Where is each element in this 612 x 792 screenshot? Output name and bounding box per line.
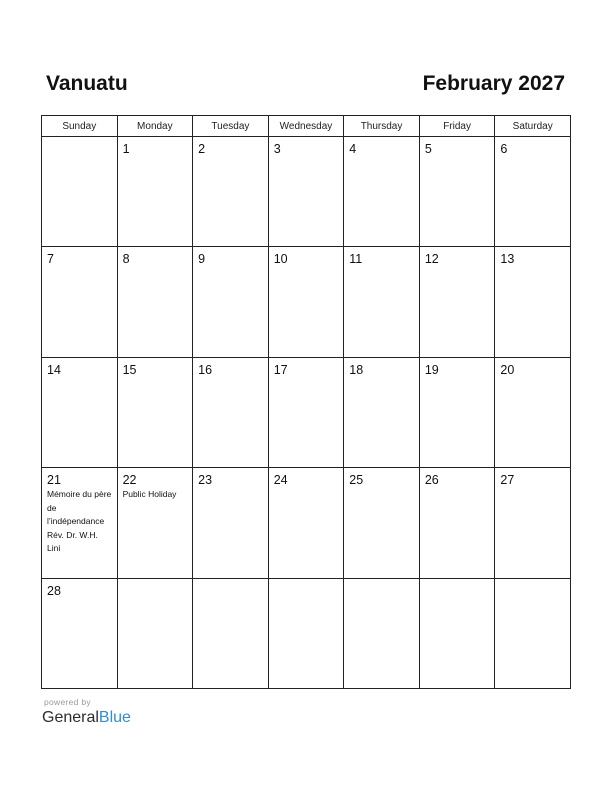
day-number: 11 — [349, 252, 363, 267]
weekday-wednesday: Wednesday — [268, 116, 344, 137]
weekday-saturday: Saturday — [495, 116, 571, 137]
powered-by-text: powered by — [44, 697, 91, 707]
day-number: 8 — [122, 252, 130, 267]
day-cell — [419, 137, 495, 247]
day-number: 23 — [198, 473, 213, 488]
day-cell — [42, 137, 118, 247]
day-cell — [268, 137, 344, 247]
day-number: 3 — [273, 142, 281, 156]
day-cell — [495, 247, 571, 357]
day-number: 6 — [500, 142, 508, 156]
day-cell — [268, 357, 344, 467]
day-cell — [495, 468, 571, 578]
day-cell — [495, 137, 571, 247]
day-cell — [117, 578, 193, 688]
day-cell — [42, 247, 118, 357]
week-row — [42, 357, 571, 467]
day-cell — [42, 578, 118, 688]
day-cell — [193, 357, 269, 467]
day-cell — [117, 137, 193, 247]
day-number: 4 — [349, 142, 357, 156]
footer-branding — [42, 697, 131, 728]
day-number: 10 — [273, 252, 288, 267]
weekday-friday: Friday — [419, 116, 495, 137]
day-cell — [117, 468, 193, 578]
day-number: 12 — [424, 252, 439, 267]
day-number: 1 — [122, 142, 130, 156]
day-cell — [344, 137, 420, 247]
day-cell — [193, 468, 269, 578]
week-row — [42, 578, 571, 688]
day-cell — [42, 357, 118, 467]
day-number: 25 — [349, 473, 364, 488]
day-number: 18 — [349, 362, 364, 377]
day-number: 5 — [424, 142, 432, 156]
day-number: 24 — [273, 473, 288, 488]
day-cell — [344, 468, 420, 578]
day-number: 17 — [273, 362, 288, 377]
day-number: 16 — [198, 362, 213, 377]
day-cell — [419, 578, 495, 688]
weekday-header-row — [42, 116, 571, 137]
day-cell — [193, 578, 269, 688]
day-number: 28 — [47, 583, 61, 598]
generalblue-logo — [42, 708, 131, 728]
day-cell — [419, 247, 495, 357]
day-number: 7 — [47, 252, 54, 267]
brand-general: General — [42, 709, 99, 726]
weekday-sunday: Sunday — [42, 116, 118, 137]
day-number: 2 — [198, 142, 206, 156]
day-number: 27 — [500, 473, 515, 488]
day-cell — [193, 247, 269, 357]
day-number: 15 — [122, 362, 137, 377]
day-number: 20 — [500, 362, 515, 377]
day-cell — [419, 357, 495, 467]
day-number: 22 — [122, 473, 137, 488]
month-year-title: February 2027 — [422, 72, 565, 95]
day-number: 14 — [47, 362, 61, 377]
holiday-event: Mémoire du père de l’indépendance Rév. Dr. W.H. Lini — [47, 489, 112, 554]
holiday-event: Public Holiday — [122, 489, 177, 500]
week-row — [42, 137, 571, 247]
day-number: 26 — [424, 473, 439, 488]
day-number: 9 — [198, 252, 206, 267]
day-cell — [42, 468, 118, 578]
day-number: 19 — [424, 362, 439, 377]
weekday-tuesday: Tuesday — [193, 116, 269, 137]
country-title: Vanuatu — [46, 72, 128, 95]
weekday-monday: Monday — [117, 116, 193, 137]
day-cell — [344, 357, 420, 467]
weekday-thursday: Thursday — [344, 116, 420, 137]
day-number: 13 — [500, 252, 515, 267]
day-cell — [344, 578, 420, 688]
day-cell — [344, 247, 420, 357]
day-cell — [419, 468, 495, 578]
day-cell — [268, 247, 344, 357]
week-row — [42, 468, 571, 578]
day-cell — [268, 468, 344, 578]
day-cell — [495, 578, 571, 688]
day-cell — [268, 578, 344, 688]
day-cell — [193, 137, 269, 247]
brand-blue: Blue — [98, 709, 131, 726]
day-cell — [495, 357, 571, 467]
day-number: 21 — [47, 473, 61, 488]
calendar-grid — [41, 115, 571, 689]
day-cell — [117, 357, 193, 467]
day-cell — [117, 247, 193, 357]
week-row — [42, 247, 571, 357]
